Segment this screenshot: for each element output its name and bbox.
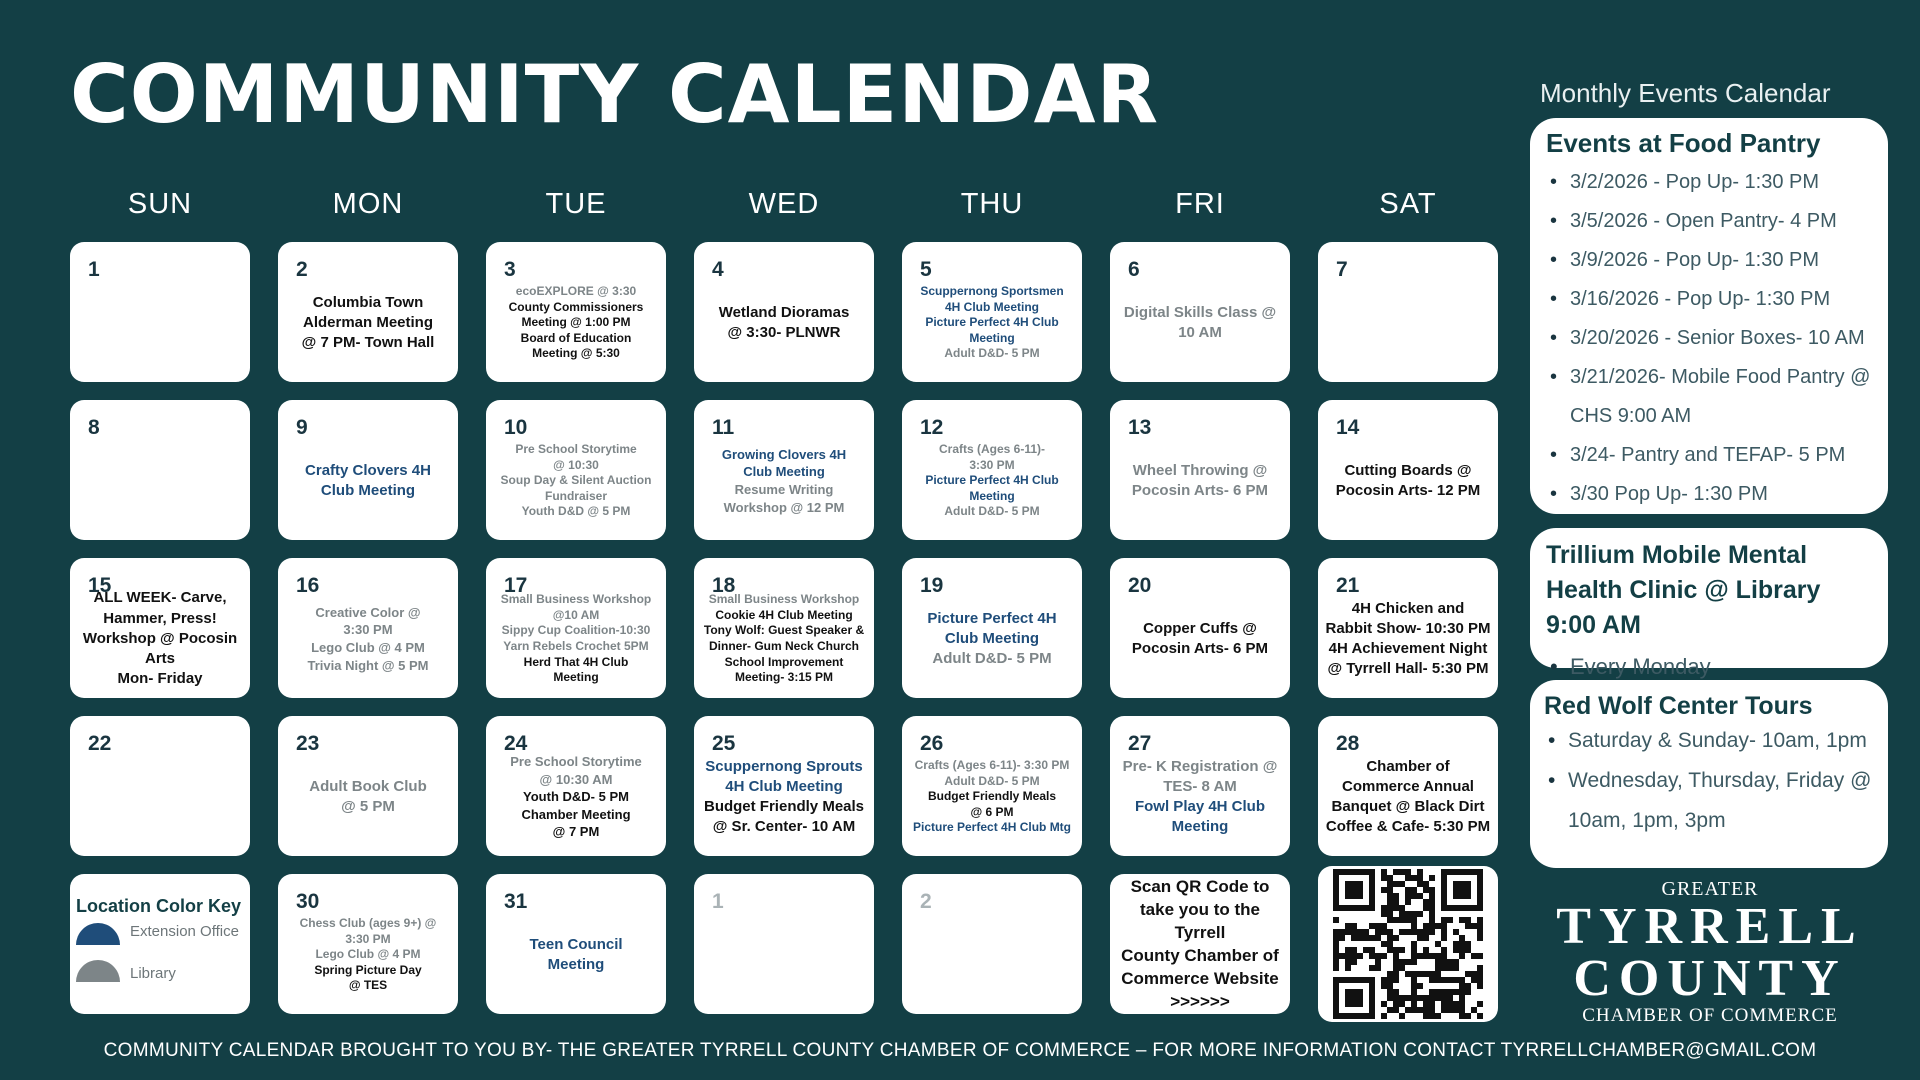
calendar-day-cell xyxy=(70,716,250,856)
event-line: Wheel Throwing @ xyxy=(1132,461,1268,479)
event-line: Small Business Workshop xyxy=(500,592,652,607)
event-line: @ Sr. Center- 10 AM xyxy=(712,818,856,836)
calendar-day-cell xyxy=(694,874,874,1014)
day-header-sun: SUN xyxy=(127,188,193,220)
day-number: 28 xyxy=(1336,732,1360,755)
event-line: Chess Club (ages 9+) @ xyxy=(299,916,437,931)
event-list xyxy=(1114,426,1286,536)
event-line: 10 AM xyxy=(1178,324,1222,341)
event-line: 4H Achievement Night xyxy=(1328,640,1488,657)
day-number: 6 xyxy=(1128,258,1140,281)
list-item: • Every Monday xyxy=(1570,649,1874,685)
event-line: Youth D&D @ 5 PM xyxy=(521,504,631,519)
event-list xyxy=(698,742,870,852)
event-line: Teen Council xyxy=(529,935,623,953)
event-line: ALL WEEK- Carve, xyxy=(93,589,227,607)
event-list xyxy=(698,584,870,694)
event-list xyxy=(490,742,662,852)
list-item: • 3/30 Pop Up- 1:30 PM xyxy=(1570,475,1874,514)
event-line: @ 10:30 xyxy=(553,457,599,472)
event-line: Meeting- 3:15 PM xyxy=(734,670,833,685)
day-number: 23 xyxy=(296,732,320,755)
event-line: Yarn Rebels Crochet 5PM xyxy=(503,639,649,653)
event-line: Rabbit Show- 10:30 PM xyxy=(1325,619,1491,637)
event-line: Adult D&D- 5 PM xyxy=(944,773,1040,788)
event-line: Club Meeting xyxy=(320,482,416,499)
calendar-day-cell xyxy=(278,558,458,698)
event-line: Spring Picture Day xyxy=(314,962,422,977)
event-line: Fundraiser xyxy=(544,488,607,503)
event-line: Crafty Clovers 4H xyxy=(305,461,431,479)
day-number: 27 xyxy=(1128,732,1152,755)
event-line: Dinner- Gum Neck Church xyxy=(708,639,860,653)
event-line: County Commissioners xyxy=(508,299,644,314)
day-number: 31 xyxy=(504,890,528,913)
event-line: @ 5 PM xyxy=(341,798,395,815)
event-line: Meeting xyxy=(969,488,1015,503)
event-line: Columbia Town xyxy=(312,293,424,311)
calendar-day-cell xyxy=(278,242,458,382)
day-number: 20 xyxy=(1128,574,1152,597)
event-line: Meeting @ 1:00 PM xyxy=(521,315,631,330)
event-line: Commerce Website xyxy=(1121,968,1279,988)
list-item: • 3/5/2026 - Open Pantry- 4 PM xyxy=(1570,202,1874,241)
calendar-day-cell xyxy=(486,400,666,540)
location-key-cell xyxy=(70,874,250,1014)
list-item: • 3/2/2026 - Pop Up- 1:30 PM xyxy=(1570,163,1874,202)
calendar-day-cell xyxy=(902,558,1082,698)
calendar-day-cell xyxy=(1318,716,1498,856)
location-swatch xyxy=(76,923,120,945)
event-line: Pocosin Arts- 12 PM xyxy=(1335,482,1481,499)
logo-tyrrell: TYRRELL xyxy=(1556,898,1864,955)
calendar-day-cell xyxy=(486,874,666,1014)
event-line: Pocosin Arts- 6 PM xyxy=(1131,482,1269,499)
location-key-label: Extension Office xyxy=(130,922,239,940)
event-list xyxy=(1114,268,1286,378)
event-line: Digital Skills Class @ xyxy=(1123,303,1277,321)
event-list xyxy=(490,900,662,1010)
day-number: 25 xyxy=(712,732,736,755)
event-line: Sippy Cup Coalition-10:30 xyxy=(501,623,651,638)
event-line: ecoEXPLORE @ 3:30 xyxy=(515,284,637,299)
location-key-title: Location Color Key xyxy=(76,896,242,916)
event-line: @ 7 PM- Town Hall xyxy=(301,334,435,352)
day-number: 26 xyxy=(920,732,944,755)
event-line: Adult D&D- 5 PM xyxy=(944,504,1040,519)
event-line: @ 3:30- PLNWR xyxy=(727,324,841,341)
chamber-logo xyxy=(1540,878,1880,1027)
event-line: School Improvement xyxy=(724,654,844,669)
logo-county: COUNTY xyxy=(1573,950,1847,1007)
event-line: Chamber of xyxy=(1366,757,1450,775)
event-list xyxy=(698,426,870,536)
event-line: Chamber Meeting xyxy=(521,806,631,822)
food-pantry-title: Events at Food Pantry xyxy=(1546,128,1821,158)
day-number: 19 xyxy=(920,574,944,597)
day-number: 1 xyxy=(88,258,100,281)
event-line: >>>>>> xyxy=(1170,991,1230,1011)
list-item: • 3/20/2026 - Senior Boxes- 10 AM xyxy=(1570,319,1874,358)
event-line: Tony Wolf: Guest Speaker & xyxy=(703,623,865,638)
calendar-day-cell xyxy=(278,400,458,540)
event-line: Copper Cuffs @ xyxy=(1143,619,1257,637)
list-item: • 3/21/2026- Mobile Food Pantry @ CHS 9:00 AM xyxy=(1570,358,1874,436)
food-pantry-list xyxy=(1546,163,1874,514)
day-number: 2 xyxy=(920,890,932,913)
event-line: Growing Clovers 4H xyxy=(721,446,847,462)
list-item: • 3/9/2026 - Pop Up- 1:30 PM xyxy=(1570,241,1874,280)
event-list xyxy=(282,900,454,1010)
event-line: Picture Perfect 4H xyxy=(927,609,1057,627)
event-line: Scan QR Code to xyxy=(1130,877,1270,897)
event-line: Budget Friendly Meals xyxy=(703,798,865,815)
event-list xyxy=(282,268,454,378)
event-list xyxy=(1114,584,1286,694)
calendar-day-cell xyxy=(70,242,250,382)
event-line: @ TES xyxy=(348,978,388,993)
event-line: Youth D&D- 5 PM xyxy=(523,789,629,805)
event-line: Pre School Storytime xyxy=(515,442,637,457)
event-line: Picture Perfect 4H Club Mtg xyxy=(912,820,1072,835)
list-item: • 3/24- Pantry and TEFAP- 5 PM xyxy=(1570,436,1874,475)
location-key-item xyxy=(76,959,246,982)
sidebar-heading: Monthly Events Calendar xyxy=(1540,78,1831,108)
day-number: 8 xyxy=(88,416,100,439)
location-key-item xyxy=(76,923,246,945)
day-number: 13 xyxy=(1128,416,1152,439)
event-line: Mon- Friday xyxy=(117,670,203,688)
event-line: Adult Book Club xyxy=(309,777,427,795)
day-number: 1 xyxy=(712,890,724,913)
day-number: 15 xyxy=(88,574,112,597)
calendar-day-cell xyxy=(694,558,874,698)
event-line: Meeting xyxy=(969,330,1015,345)
calendar-day-cell xyxy=(1318,558,1498,698)
event-list xyxy=(1114,742,1286,852)
event-list xyxy=(906,742,1078,852)
calendar-day-cell xyxy=(1318,400,1498,540)
event-list xyxy=(698,268,870,378)
event-line: Club Meeting xyxy=(743,464,825,480)
logo-greater: GREATER xyxy=(1661,878,1759,900)
event-line: Alderman Meeting xyxy=(302,313,434,331)
event-line: Pre School Storytime xyxy=(510,754,642,770)
event-list xyxy=(74,584,246,694)
day-number: 18 xyxy=(712,574,736,597)
event-line: Cutting Boards @ xyxy=(1344,461,1472,479)
event-list xyxy=(906,268,1078,378)
calendar-day-cell xyxy=(694,400,874,540)
calendar-day-cell xyxy=(1110,400,1290,540)
calendar-day-cell xyxy=(70,400,250,540)
event-line: 3:30 PM xyxy=(343,622,393,638)
day-number: 9 xyxy=(296,416,308,439)
day-number: 4 xyxy=(712,258,724,281)
event-line: Adult D&D- 5 PM xyxy=(932,650,1052,668)
red-wolf-title: Red Wolf Center Tours xyxy=(1544,692,1813,720)
event-line: Banquet @ Black Dirt xyxy=(1331,798,1485,815)
event-line: Pocosin Arts- 6 PM xyxy=(1131,640,1269,657)
event-line: Meeting @ 5:30 xyxy=(532,346,620,361)
event-line: Lego Club @ 4 PM xyxy=(311,640,425,655)
trillium-panel xyxy=(1530,528,1888,679)
list-item: • 3/16/2026 - Pop Up- 1:30 PM xyxy=(1570,280,1874,319)
event-line: Meeting xyxy=(1171,818,1229,836)
red-wolf-list xyxy=(1544,721,1874,841)
day-number: 7 xyxy=(1336,258,1348,281)
calendar-day-cell xyxy=(1318,242,1498,382)
event-line: take you to the Tyrrell xyxy=(1140,900,1260,943)
day-number: 30 xyxy=(296,890,320,913)
calendar-day-cell xyxy=(486,558,666,698)
calendar-day-cell xyxy=(902,400,1082,540)
calendar-day-cell xyxy=(694,242,874,382)
event-line: Meeting xyxy=(553,670,599,685)
event-line: @ 10:30 AM xyxy=(539,771,613,787)
event-line: Resume Writing xyxy=(734,482,834,497)
event-list xyxy=(906,426,1078,536)
page-title: COMMUNITY CALENDAR xyxy=(70,48,1160,141)
event-line: Small Business Workshop xyxy=(708,592,860,607)
calendar-day-cell xyxy=(902,874,1082,1014)
event-list xyxy=(282,584,454,694)
event-line: 3:30 PM xyxy=(345,931,391,946)
calendar-day-cell xyxy=(1110,242,1290,382)
event-line: County Chamber of xyxy=(1121,946,1279,965)
qr-code-cell[interactable] xyxy=(1318,866,1498,1022)
day-header-fri: FRI xyxy=(1175,188,1225,220)
event-line: @ 6 PM xyxy=(970,804,1014,819)
location-swatch xyxy=(76,960,120,982)
event-line: 4H Chicken and xyxy=(1351,599,1465,617)
event-line: TES- 8 AM xyxy=(1163,777,1237,795)
event-line: Budget Friendly Meals xyxy=(927,789,1057,804)
day-number: 5 xyxy=(920,258,932,281)
event-line: Hammer, Press! xyxy=(103,609,217,627)
event-line: Crafts (Ages 6-11)- 3:30 PM xyxy=(914,758,1070,773)
event-list xyxy=(490,426,662,536)
event-line: Soup Day & Silent Auction xyxy=(500,473,652,488)
calendar-day-cell xyxy=(278,874,458,1014)
day-number: 2 xyxy=(296,258,308,281)
trillium-title: Trillium Mobile Mental Health Clinic @ Library 9:00 AM xyxy=(1546,541,1821,639)
event-line: Adult D&D- 5 PM xyxy=(944,346,1040,361)
event-line: Fowl Play 4H Club xyxy=(1134,798,1266,815)
event-list xyxy=(282,742,454,852)
day-number: 11 xyxy=(712,416,735,439)
event-line: @ 7 PM xyxy=(552,824,600,840)
event-line: Scuppernong Sportsmen xyxy=(920,284,1064,299)
event-line: Coffee & Cafe- 5:30 PM xyxy=(1325,818,1491,836)
calendar-day-cell xyxy=(902,716,1082,856)
event-line: 3:30 PM xyxy=(969,457,1015,472)
event-list xyxy=(1322,426,1494,536)
day-header-sat: SAT xyxy=(1379,188,1437,220)
event-line: Creative Color @ xyxy=(315,604,421,620)
event-line: Workshop @ Pocosin Arts xyxy=(82,629,238,668)
footer-text: COMMUNITY CALENDAR BROUGHT TO YOU BY- THE GREATER TYRRELL COUNTY CHAMBER OF COMMERCE – FOR MORE INFORMATION CONTACT TYRRELLCHAMBER@GMAIL.COM xyxy=(103,1040,1817,1061)
day-header-wed: WED xyxy=(748,188,820,220)
calendar-day-cell xyxy=(902,242,1082,382)
day-number: 22 xyxy=(88,732,112,755)
calendar-day-cell xyxy=(1110,716,1290,856)
day-number: 21 xyxy=(1336,574,1360,597)
red-wolf-panel xyxy=(1530,680,1888,868)
event-line: Board of Education xyxy=(520,330,632,345)
event-line: Picture Perfect 4H Club xyxy=(925,473,1059,488)
event-line: Meeting xyxy=(547,956,605,973)
event-line: Scuppernong Sprouts xyxy=(705,757,863,775)
day-number: 16 xyxy=(296,574,320,597)
food-pantry-panel xyxy=(1530,118,1888,514)
day-header-tue: TUE xyxy=(545,188,607,220)
logo-chamber: CHAMBER OF COMMERCE xyxy=(1582,1005,1838,1026)
event-list xyxy=(490,268,662,378)
event-line: Picture Perfect 4H Club xyxy=(925,315,1059,330)
event-line: Herd That 4H Club xyxy=(523,654,629,669)
event-line: Commerce Annual xyxy=(1342,777,1474,795)
day-number: 17 xyxy=(504,574,528,597)
calendar-day-cell xyxy=(278,716,458,856)
event-list xyxy=(282,426,454,536)
event-line: Pre- K Registration @ xyxy=(1122,757,1278,775)
day-header-mon: MON xyxy=(332,188,404,220)
event-line: Club Meeting xyxy=(944,629,1040,647)
event-line: Workshop @ 12 PM xyxy=(723,499,845,515)
day-number: 10 xyxy=(504,416,528,439)
calendar-day-cell xyxy=(486,242,666,382)
day-number: 3 xyxy=(504,258,516,281)
event-line: 4H Club Meeting xyxy=(725,777,843,795)
event-line: Crafts (Ages 6-11)- xyxy=(938,442,1046,457)
day-header-thu: THU xyxy=(960,188,1024,220)
day-number: 12 xyxy=(920,416,944,439)
list-item: • Saturday & Sunday- 10am, 1pm xyxy=(1568,721,1874,761)
event-list xyxy=(1322,742,1494,852)
list-item: • Wednesday, Thursday, Friday @ 10am, 1pm, 3pm xyxy=(1568,761,1874,841)
event-list xyxy=(490,584,662,694)
event-line: Cookie 4H Club Meeting xyxy=(715,607,853,622)
event-line: 4H Club Meeting xyxy=(944,299,1039,314)
event-line: Wetland Dioramas xyxy=(718,303,850,321)
calendar-day-cell xyxy=(486,716,666,856)
event-line: @10 AM xyxy=(552,607,600,622)
qr-code-icon[interactable] xyxy=(1333,869,1483,1019)
event-line: @ Tyrrell Hall- 5:30 PM xyxy=(1327,660,1489,678)
day-number: 14 xyxy=(1336,416,1360,439)
event-list xyxy=(1114,877,1286,1011)
event-line: Trivia Night @ 5 PM xyxy=(307,657,429,673)
calendar-day-cell xyxy=(70,558,250,698)
qr-cell xyxy=(1110,874,1290,1014)
event-line: Lego Club @ 4 PM xyxy=(315,947,421,962)
calendar-day-cell xyxy=(1110,558,1290,698)
event-list xyxy=(1322,584,1494,694)
calendar-day-cell xyxy=(694,716,874,856)
event-list xyxy=(906,584,1078,694)
location-key-label: Library xyxy=(130,965,176,982)
day-number: 24 xyxy=(504,732,528,755)
